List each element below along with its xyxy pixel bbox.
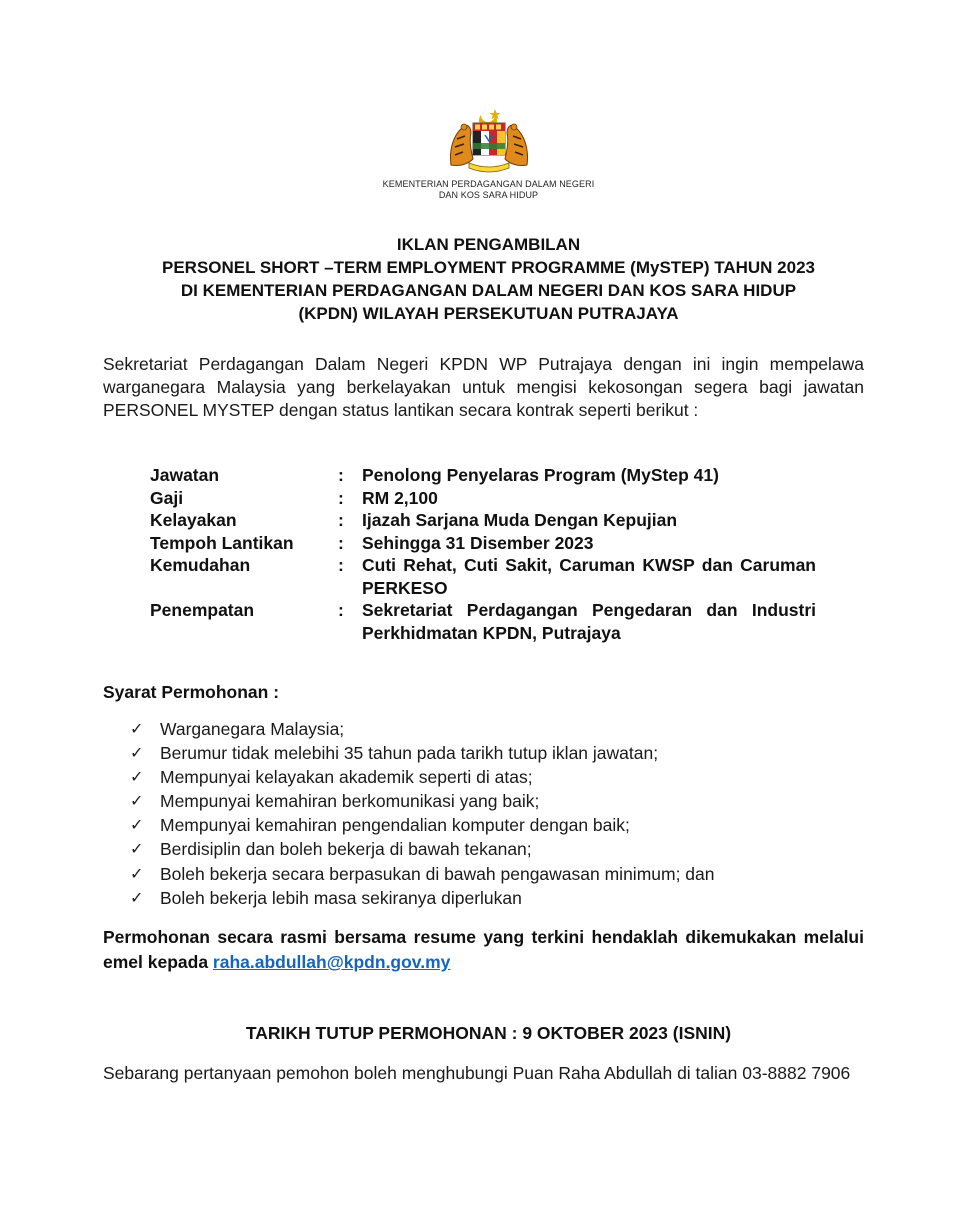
detail-colon: : <box>338 532 344 553</box>
checkmark-icon: ✓ <box>130 887 144 907</box>
ministry-name-line1: KEMENTERIAN PERDAGANGAN DALAM NEGERI <box>382 179 595 189</box>
header <box>0 105 977 201</box>
requirement-text: Berumur tidak melebihi 35 tahun pada tarikh tutup iklan jawatan; <box>160 743 659 764</box>
list-item <box>130 837 715 861</box>
application-instructions <box>103 925 864 975</box>
detail-value: RM 2,100 <box>362 487 438 508</box>
requirement-text: Berdisiplin dan boleh bekerja di bawah tekanan; <box>160 839 532 860</box>
checkmark-icon: ✓ <box>130 791 144 811</box>
requirements-list <box>130 717 715 910</box>
detail-value: Ijazah Sarjana Muda Dengan Kepujian <box>362 510 678 530</box>
detail-colon: : <box>338 465 344 485</box>
application-text: Permohonan secara rasmi bersama resume yang terkini hendaklah dikemukakan melalui emel kepada <box>103 927 864 972</box>
detail-row-kelayakan <box>150 509 816 532</box>
detail-row-jawatan <box>150 464 816 487</box>
list-item <box>130 765 715 789</box>
detail-row-tempoh-lantikan <box>150 532 816 555</box>
requirement-text: Warganegara Malaysia; <box>160 719 345 739</box>
checkmark-icon: ✓ <box>130 863 144 883</box>
detail-colon: : <box>338 555 344 575</box>
detail-value: Cuti Rehat, Cuti Sakit, Caruman KWSP dan Caruman PERKESO <box>362 555 816 598</box>
requirement-text: Boleh bekerja lebih masa sekiranya diperlukan <box>160 887 522 908</box>
title-line-1: IKLAN PENGAMBILAN <box>396 235 581 254</box>
detail-colon: : <box>338 600 344 620</box>
detail-label: Kelayakan <box>150 510 237 530</box>
checkmark-icon: ✓ <box>130 815 144 835</box>
requirement-text: Boleh bekerja secara berpasukan di bawah pengawasan minimum; dan <box>160 863 715 884</box>
checkmark-icon: ✓ <box>130 767 144 787</box>
detail-label: Jawatan <box>150 465 220 485</box>
detail-row-kemudahan <box>150 554 816 599</box>
list-item <box>130 789 715 813</box>
position-details <box>150 464 816 644</box>
list-item <box>130 717 715 741</box>
intro-paragraph: Sekretariat Perdagangan Dalam Negeri KPDN WP Putrajaya dengan ini ingin mempelawa warganegara Malaysia yang berkelayakan untuk mengisi kekosongan segera bagi jawatan PERSONEL MYSTEP dengan status lantikan secara kontrak seperti berikut : <box>103 354 864 420</box>
detail-colon: : <box>338 510 344 530</box>
malaysia-coat-of-arms-icon <box>441 105 537 175</box>
detail-value: Sehingga 31 Disember 2023 <box>362 532 594 553</box>
title-line-2: PERSONEL SHORT –TERM EMPLOYMENT PROGRAMME (MySTEP) TAHUN 2023 <box>162 258 815 277</box>
requirement-text: Mempunyai kemahiran berkomunikasi yang baik; <box>160 791 540 812</box>
requirement-text: Mempunyai kelayakan akademik seperti di atas; <box>160 767 533 788</box>
list-item <box>130 862 715 886</box>
email-link[interactable]: raha.abdullah@kpdn.gov.my <box>212 952 451 972</box>
advertisement-title <box>0 233 977 325</box>
title-line-3: DI KEMENTERIAN PERDAGANGAN DALAM NEGERI DAN KOS SARA HIDUP <box>180 281 797 300</box>
detail-row-penempatan <box>150 599 816 644</box>
detail-label: Penempatan <box>150 600 255 620</box>
detail-label: Gaji <box>150 487 184 508</box>
list-item <box>130 813 715 837</box>
detail-label: Kemudahan <box>150 555 251 575</box>
ministry-name <box>383 179 595 201</box>
checkmark-icon: ✓ <box>130 743 144 763</box>
detail-value: Penolong Penyelaras Program (MyStep 41) <box>362 465 719 485</box>
detail-label: Tempoh Lantikan <box>150 532 294 553</box>
contact-paragraph: Sebarang pertanyaan pemohon boleh menghubungi Puan Raha Abdullah di talian 03-8882 7906 <box>103 1063 851 1083</box>
detail-value: Sekretariat Perdagangan Pengedaran dan Industri Perkhidmatan KPDN, Putrajaya <box>362 600 816 643</box>
closing-date: TARIKH TUTUP PERMOHONAN : 9 OKTOBER 2023 (ISNIN) <box>245 1023 732 1043</box>
checkmark-icon: ✓ <box>130 839 144 859</box>
requirements-heading: Syarat Permohonan : <box>103 682 280 702</box>
requirement-text: Mempunyai kemahiran pengendalian komputer dengan baik; <box>160 815 630 836</box>
detail-colon: : <box>338 487 344 508</box>
list-item <box>130 741 715 765</box>
title-line-4: (KPDN) WILAYAH PERSEKUTUAN PUTRAJAYA <box>298 304 679 323</box>
checkmark-icon: ✓ <box>130 719 144 738</box>
list-item <box>130 886 715 910</box>
detail-row-gaji <box>150 487 816 510</box>
ministry-name-line2: DAN KOS SARA HIDUP <box>438 190 539 200</box>
